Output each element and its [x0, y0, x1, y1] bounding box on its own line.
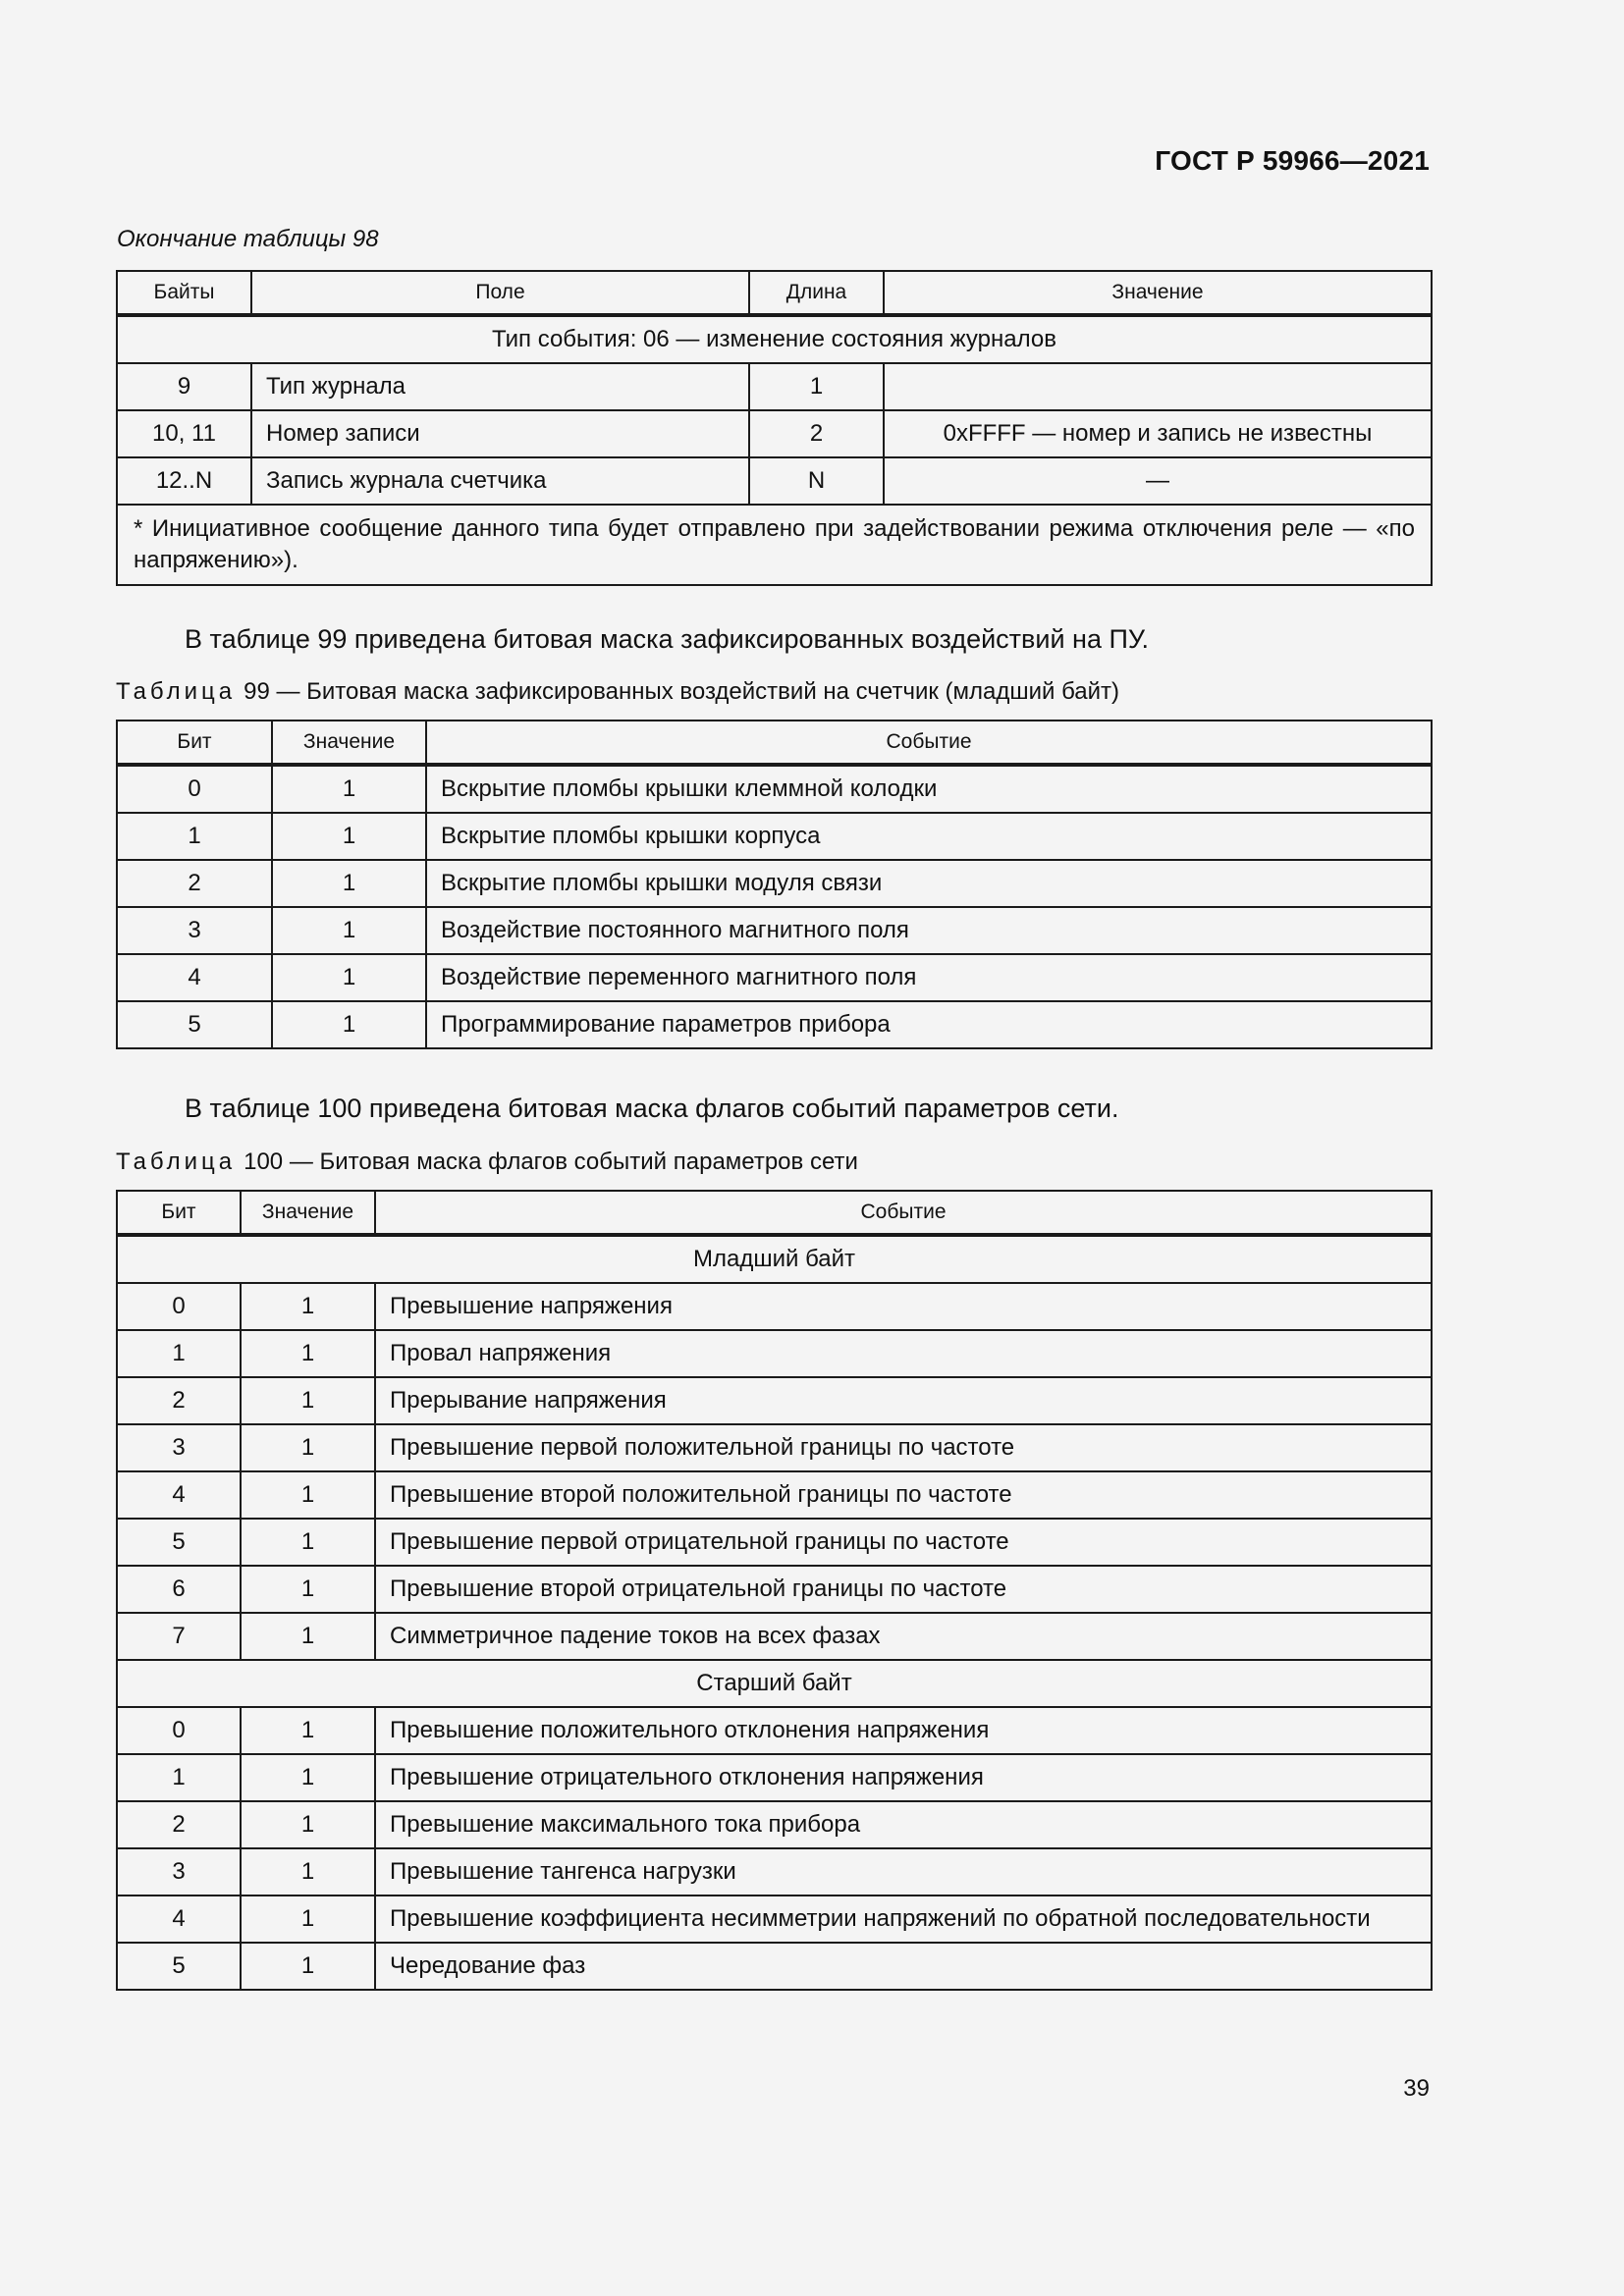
table-footnote: * Инициативное сообщение данного типа будет отправлено при задействовании режима отключения реле — «по напряжению»). — [117, 505, 1432, 585]
footnote-row — [117, 505, 1432, 585]
table-cell: Тип журнала — [251, 363, 749, 410]
table-cell: Превышение первой отрицательной границы по частоте — [375, 1519, 1432, 1566]
table-cell: Превышение первой положительной границы по частоте — [375, 1424, 1432, 1471]
table-title: 99 — Битовая маска зафиксированных воздействий на счетчик (младший байт) — [244, 678, 1120, 705]
table-row — [117, 907, 1432, 954]
table-98 — [116, 270, 1433, 586]
table-title: 100 — Битовая маска флагов событий параметров сети — [244, 1148, 858, 1175]
table-row — [117, 1377, 1432, 1424]
column-header: Бит — [117, 1191, 241, 1235]
table-cell: 3 — [117, 1424, 241, 1471]
table-cell: 5 — [117, 1519, 241, 1566]
table-row — [117, 457, 1432, 505]
table-label: Таблица — [116, 678, 237, 705]
table-row — [117, 1707, 1432, 1754]
table-cell: Превышение положительного отклонения напряжения — [375, 1707, 1432, 1754]
section-label: Младший байт — [117, 1235, 1432, 1283]
table-header-row — [117, 271, 1432, 315]
table-row — [117, 1566, 1432, 1613]
table-cell: Вскрытие пломбы крышки клеммной колодки — [426, 765, 1432, 813]
table-row — [117, 1424, 1432, 1471]
table-row — [117, 1848, 1432, 1896]
table-cell — [884, 363, 1432, 410]
table-cell: 1 — [241, 1377, 375, 1424]
table-cell: 1 — [241, 1707, 375, 1754]
table-cell: Превышение максимального тока прибора — [375, 1801, 1432, 1848]
table-cell: 1 — [241, 1424, 375, 1471]
table-cell: Воздействие переменного магнитного поля — [426, 954, 1432, 1001]
table-cell: Вскрытие пломбы крышки корпуса — [426, 813, 1432, 860]
table-cell: Превышение отрицательного отклонения напряжения — [375, 1754, 1432, 1801]
table-98-continuation-caption: Окончание таблицы 98 — [117, 226, 379, 252]
table-cell: 1 — [272, 1001, 426, 1048]
table-cell: 1 — [117, 813, 272, 860]
table-cell: 7 — [117, 1613, 241, 1660]
table-row — [117, 954, 1432, 1001]
table-99 — [116, 720, 1433, 1049]
table-cell: 1 — [749, 363, 884, 410]
table-row — [117, 1613, 1432, 1660]
table-cell: 4 — [117, 954, 272, 1001]
section-row — [117, 1660, 1432, 1707]
table-row — [117, 1801, 1432, 1848]
table-cell: Превышение тангенса нагрузки — [375, 1848, 1432, 1896]
table-cell: 1 — [241, 1896, 375, 1943]
section-row — [117, 315, 1432, 363]
table-cell: 1 — [272, 954, 426, 1001]
page-number: 39 — [1403, 2075, 1430, 2102]
table-row — [117, 1943, 1432, 1990]
table-cell: 1 — [241, 1754, 375, 1801]
table-cell: Чередование фаз — [375, 1943, 1432, 1990]
column-header: Значение — [884, 271, 1432, 315]
paragraph-table-99: В таблице 99 приведена битовая маска зафиксированных воздействий на ПУ. — [185, 624, 1149, 654]
table-header-row — [117, 721, 1432, 765]
column-header: Значение — [241, 1191, 375, 1235]
table-cell: Превышение коэффициента несимметрии напряжений по обратной последовательности — [375, 1896, 1432, 1943]
table-cell: Программирование параметров прибора — [426, 1001, 1432, 1048]
column-header: Значение — [272, 721, 426, 765]
section-label: Старший байт — [117, 1660, 1432, 1707]
table-cell: 1 — [241, 1613, 375, 1660]
table-cell: 10, 11 — [117, 410, 251, 457]
table-cell: 0 — [117, 765, 272, 813]
table-cell: 2 — [117, 860, 272, 907]
table-100-caption — [116, 1148, 858, 1176]
table-row — [117, 1330, 1432, 1377]
table-cell: — — [884, 457, 1432, 505]
table-cell: 0 — [117, 1283, 241, 1330]
table-cell: 1 — [272, 765, 426, 813]
table-cell: Вскрытие пломбы крышки модуля связи — [426, 860, 1432, 907]
column-header: Длина — [749, 271, 884, 315]
paragraph-table-100: В таблице 100 приведена битовая маска флагов событий параметров сети. — [185, 1094, 1119, 1123]
table-cell: 1 — [272, 813, 426, 860]
table-cell: 0 — [117, 1707, 241, 1754]
table-row — [117, 860, 1432, 907]
table-cell: 1 — [117, 1754, 241, 1801]
table-row — [117, 363, 1432, 410]
table-cell: 2 — [117, 1377, 241, 1424]
table-cell: Симметричное падение токов на всех фазах — [375, 1613, 1432, 1660]
table-cell: 5 — [117, 1943, 241, 1990]
table-cell: 1 — [117, 1330, 241, 1377]
table-header-row — [117, 1191, 1432, 1235]
table-100 — [116, 1190, 1433, 1991]
table-cell: 3 — [117, 1848, 241, 1896]
section-row — [117, 1235, 1432, 1283]
table-cell: 5 — [117, 1001, 272, 1048]
table-cell: 1 — [272, 860, 426, 907]
table-row — [117, 1471, 1432, 1519]
table-99-caption — [116, 678, 1119, 706]
document-id: ГОСТ Р 59966—2021 — [1155, 145, 1430, 176]
table-cell: Прерывание напряжения — [375, 1377, 1432, 1424]
table-cell: 2 — [117, 1801, 241, 1848]
table-cell: Превышение напряжения — [375, 1283, 1432, 1330]
table-cell: 3 — [117, 907, 272, 954]
table-cell: 1 — [241, 1519, 375, 1566]
table-row — [117, 813, 1432, 860]
table-cell: N — [749, 457, 884, 505]
table-cell: Превышение второй положительной границы по частоте — [375, 1471, 1432, 1519]
table-cell: Превышение второй отрицательной границы по частоте — [375, 1566, 1432, 1613]
table-row — [117, 765, 1432, 813]
table-cell: 1 — [241, 1471, 375, 1519]
table-cell: 9 — [117, 363, 251, 410]
table-row — [117, 1283, 1432, 1330]
table-cell: 6 — [117, 1566, 241, 1613]
table-row — [117, 1001, 1432, 1048]
table-cell: 1 — [241, 1943, 375, 1990]
table-row — [117, 410, 1432, 457]
table-cell: 12..N — [117, 457, 251, 505]
table-cell: Запись журнала счетчика — [251, 457, 749, 505]
table-cell: 4 — [117, 1471, 241, 1519]
table-cell: 1 — [241, 1801, 375, 1848]
section-label: Тип события: 06 — изменение состояния журналов — [117, 315, 1432, 363]
table-cell: 1 — [272, 907, 426, 954]
table-row — [117, 1896, 1432, 1943]
column-header: Событие — [375, 1191, 1432, 1235]
table-cell: 1 — [241, 1283, 375, 1330]
column-header: Событие — [426, 721, 1432, 765]
table-cell: 0xFFFF — номер и запись не известны — [884, 410, 1432, 457]
table-row — [117, 1519, 1432, 1566]
column-header: Байты — [117, 271, 251, 315]
table-cell: Воздействие постоянного магнитного поля — [426, 907, 1432, 954]
table-row — [117, 1754, 1432, 1801]
table-cell: Номер записи — [251, 410, 749, 457]
column-header: Бит — [117, 721, 272, 765]
table-cell: 4 — [117, 1896, 241, 1943]
table-label: Таблица — [116, 1148, 237, 1175]
table-cell: Провал напряжения — [375, 1330, 1432, 1377]
column-header: Поле — [251, 271, 749, 315]
table-cell: 1 — [241, 1848, 375, 1896]
table-cell: 2 — [749, 410, 884, 457]
table-cell: 1 — [241, 1330, 375, 1377]
table-cell: 1 — [241, 1566, 375, 1613]
